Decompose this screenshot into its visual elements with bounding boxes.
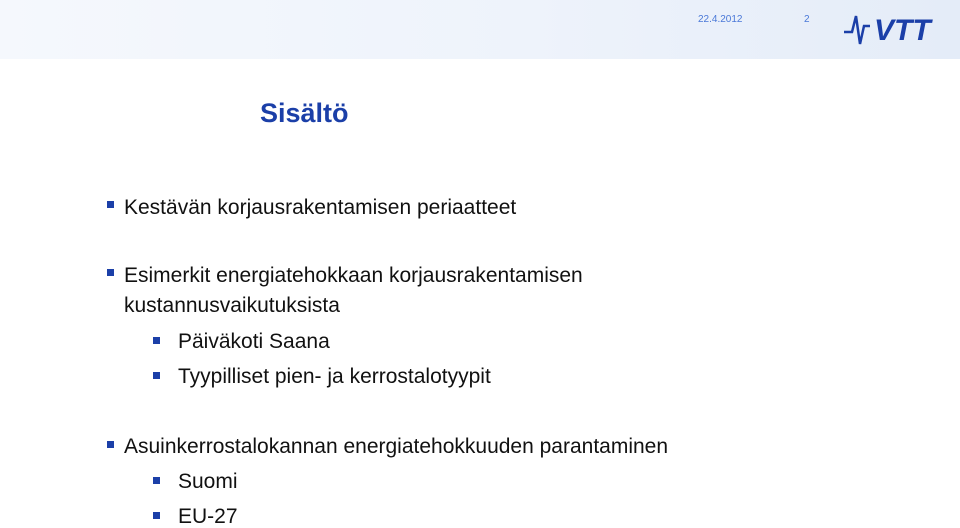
vtt-logo [840,4,958,52]
slide-title: Sisältö [260,98,349,128]
sub-bullet-marker [153,477,160,484]
header-band [0,0,960,59]
sub-bullet-marker [153,337,160,344]
bullet-marker [107,201,114,208]
sub-bullet-marker [153,512,160,519]
bullet-marker [107,441,114,448]
bullet-item-2: Esimerkit energiatehokkaan korjausrakentamisen [124,264,583,287]
bullet-marker [107,269,114,276]
sub-bullet-marker [153,372,160,379]
page-number: 2 [804,14,810,25]
sub-item-eu27: EU-27 [178,505,238,528]
bullet-item-1: Kestävän korjausrakentamisen periaatteet [124,196,517,219]
sub-item-tyypilliset: Tyypilliset pien- ja kerrostalotyypit [178,365,491,388]
sub-item-suomi: Suomi [178,470,238,493]
logo-text: VTT [874,14,931,47]
slide-date: 22.4.2012 [698,14,743,25]
bullet-item-3: Asuinkerrostalokannan energiatehokkuuden parantaminen [124,435,669,458]
bullet-item-2-continuation: kustannusvaikutuksista [124,294,340,317]
sub-item-paivakoti: Päiväkoti Saana [178,330,330,353]
